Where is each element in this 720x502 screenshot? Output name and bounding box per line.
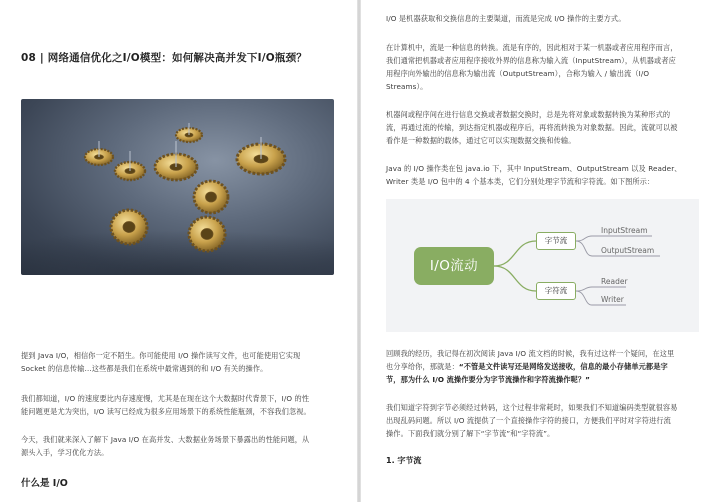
io-stream-diagram: [386, 199, 699, 332]
question-bold-text-2: 节，那为什么 I/O 流操作要分为字节流操作和字符流操作呢？”: [386, 375, 590, 384]
diagram-leaf-reader: Reader: [601, 277, 628, 286]
diagram-leaf-inputstream: InputStream: [601, 226, 648, 235]
question-paragraph-line-2: [386, 361, 668, 374]
exchange-paragraph-line-1: 机器间或程序间在进行信息交换或者数据交换时，总是先将对象或数据转换为某种形式的: [386, 110, 671, 119]
diagram-root-node: I/O流动: [414, 247, 494, 285]
gears-icon: [21, 99, 334, 275]
java-io-paragraph-line-1: Java 的 I/O 操作类在包 java.io 下，其中 InputStream、OutputStream 以及 Reader、: [386, 164, 682, 173]
section-heading-byte-stream: 1. 字节流: [386, 456, 422, 465]
io-speed-paragraph-line-1: 我们都知道，I/O 的速度要比内存速度慢，尤其是在现在这个大数据时代背景下，I/O 的性: [21, 394, 310, 403]
article-title: 08 | 网络通信优化之I/O模型：如何解决高并发下I/O瓶颈？: [21, 52, 307, 64]
stream-paragraph-line-4: Streams）。: [386, 82, 428, 91]
gears-photo: [21, 99, 334, 275]
today-paragraph-line-2: 源头入手，学习优化方法。: [21, 448, 109, 457]
stream-paragraph-line-3: 用程序向外输出的信息称为输出流（OutputStream），合称为输入 / 输出流（I/O: [386, 69, 650, 78]
question-paragraph-line-1: 回顾我的经历，我记得在初次阅读 Java I/O 流文档的时候，我有过这样一个疑问，在这里: [386, 349, 675, 358]
intro-paragraph-line-2: Socket 的信息传输…这些都是我们在系统中最常遇到的和 I/O 有关的操作。: [21, 364, 268, 373]
encoding-paragraph-line-2: 出现乱码问题。所以 I/O 流提供了一个直接操作字符的接口，方便我们平时对字符进行流: [386, 416, 671, 425]
io-speed-paragraph-line-2: 能问题更是尤为突出，I/O 读写已经成为很多应用场景下的系统性能瓶颈，不容我们忽视。: [21, 407, 311, 416]
java-io-paragraph-line-2: Writer 类是 I/O 包中的 4 个基本类，它们分别处理字节流和字符流。如下图所示：: [386, 177, 655, 186]
diagram-leaf-writer: Writer: [601, 295, 624, 304]
encoding-paragraph-line-3: 操作。下面我们就分别了解下“字节流”和“字符流”。: [386, 429, 555, 438]
exchange-paragraph-line-2: 流，再通过流的传输，到达指定机器或程序后，再将流转换为对象数据。因此，流就可以被: [386, 123, 678, 132]
stream-paragraph-line-2: 我们通常把机器或者应用程序接收外界的信息称为输入流（InputStream），从机器或者应: [386, 56, 676, 65]
encoding-paragraph-line-1: 我们知道字符到字节必须经过转码，这个过程非常耗时，如果我们不知道编码类型就很容易: [386, 403, 678, 412]
diagram-node-char-stream: 字符流: [536, 282, 576, 300]
stream-paragraph-line-1: 在计算机中，流是一种信息的转换。流是有序的，因此相对于某一机器或者应用程序而言，: [386, 43, 678, 52]
question-lead-text: 也分享给你，那就是：: [386, 362, 459, 371]
left-page: [0, 0, 358, 502]
exchange-paragraph-line-3: 看作是一种数据的载体，通过它可以实现数据交换和传输。: [386, 136, 576, 145]
today-paragraph-line-1: 今天，我们就来深入了解下 Java I/O 在高并发、大数据业务场景下暴露出的性能问题，从: [21, 435, 310, 444]
question-bold-text-1: “不管是文件读写还是网络发送接收，信息的最小存储单元都是字: [458, 362, 668, 371]
io-definition-line: I/O 是机器获取和交换信息的主要渠道，而流是完成 I/O 操作的主要方式。: [386, 14, 626, 23]
section-heading-what-is-io: 什么是 I/O: [21, 478, 68, 489]
intro-paragraph-line-1: 提到 Java I/O，相信你一定不陌生。你可能使用 I/O 操作读写文件，也可能使用它实现: [21, 351, 301, 360]
diagram-node-byte-stream: 字节流: [536, 232, 576, 250]
diagram-leaf-outputstream: OutputStream: [601, 246, 655, 255]
